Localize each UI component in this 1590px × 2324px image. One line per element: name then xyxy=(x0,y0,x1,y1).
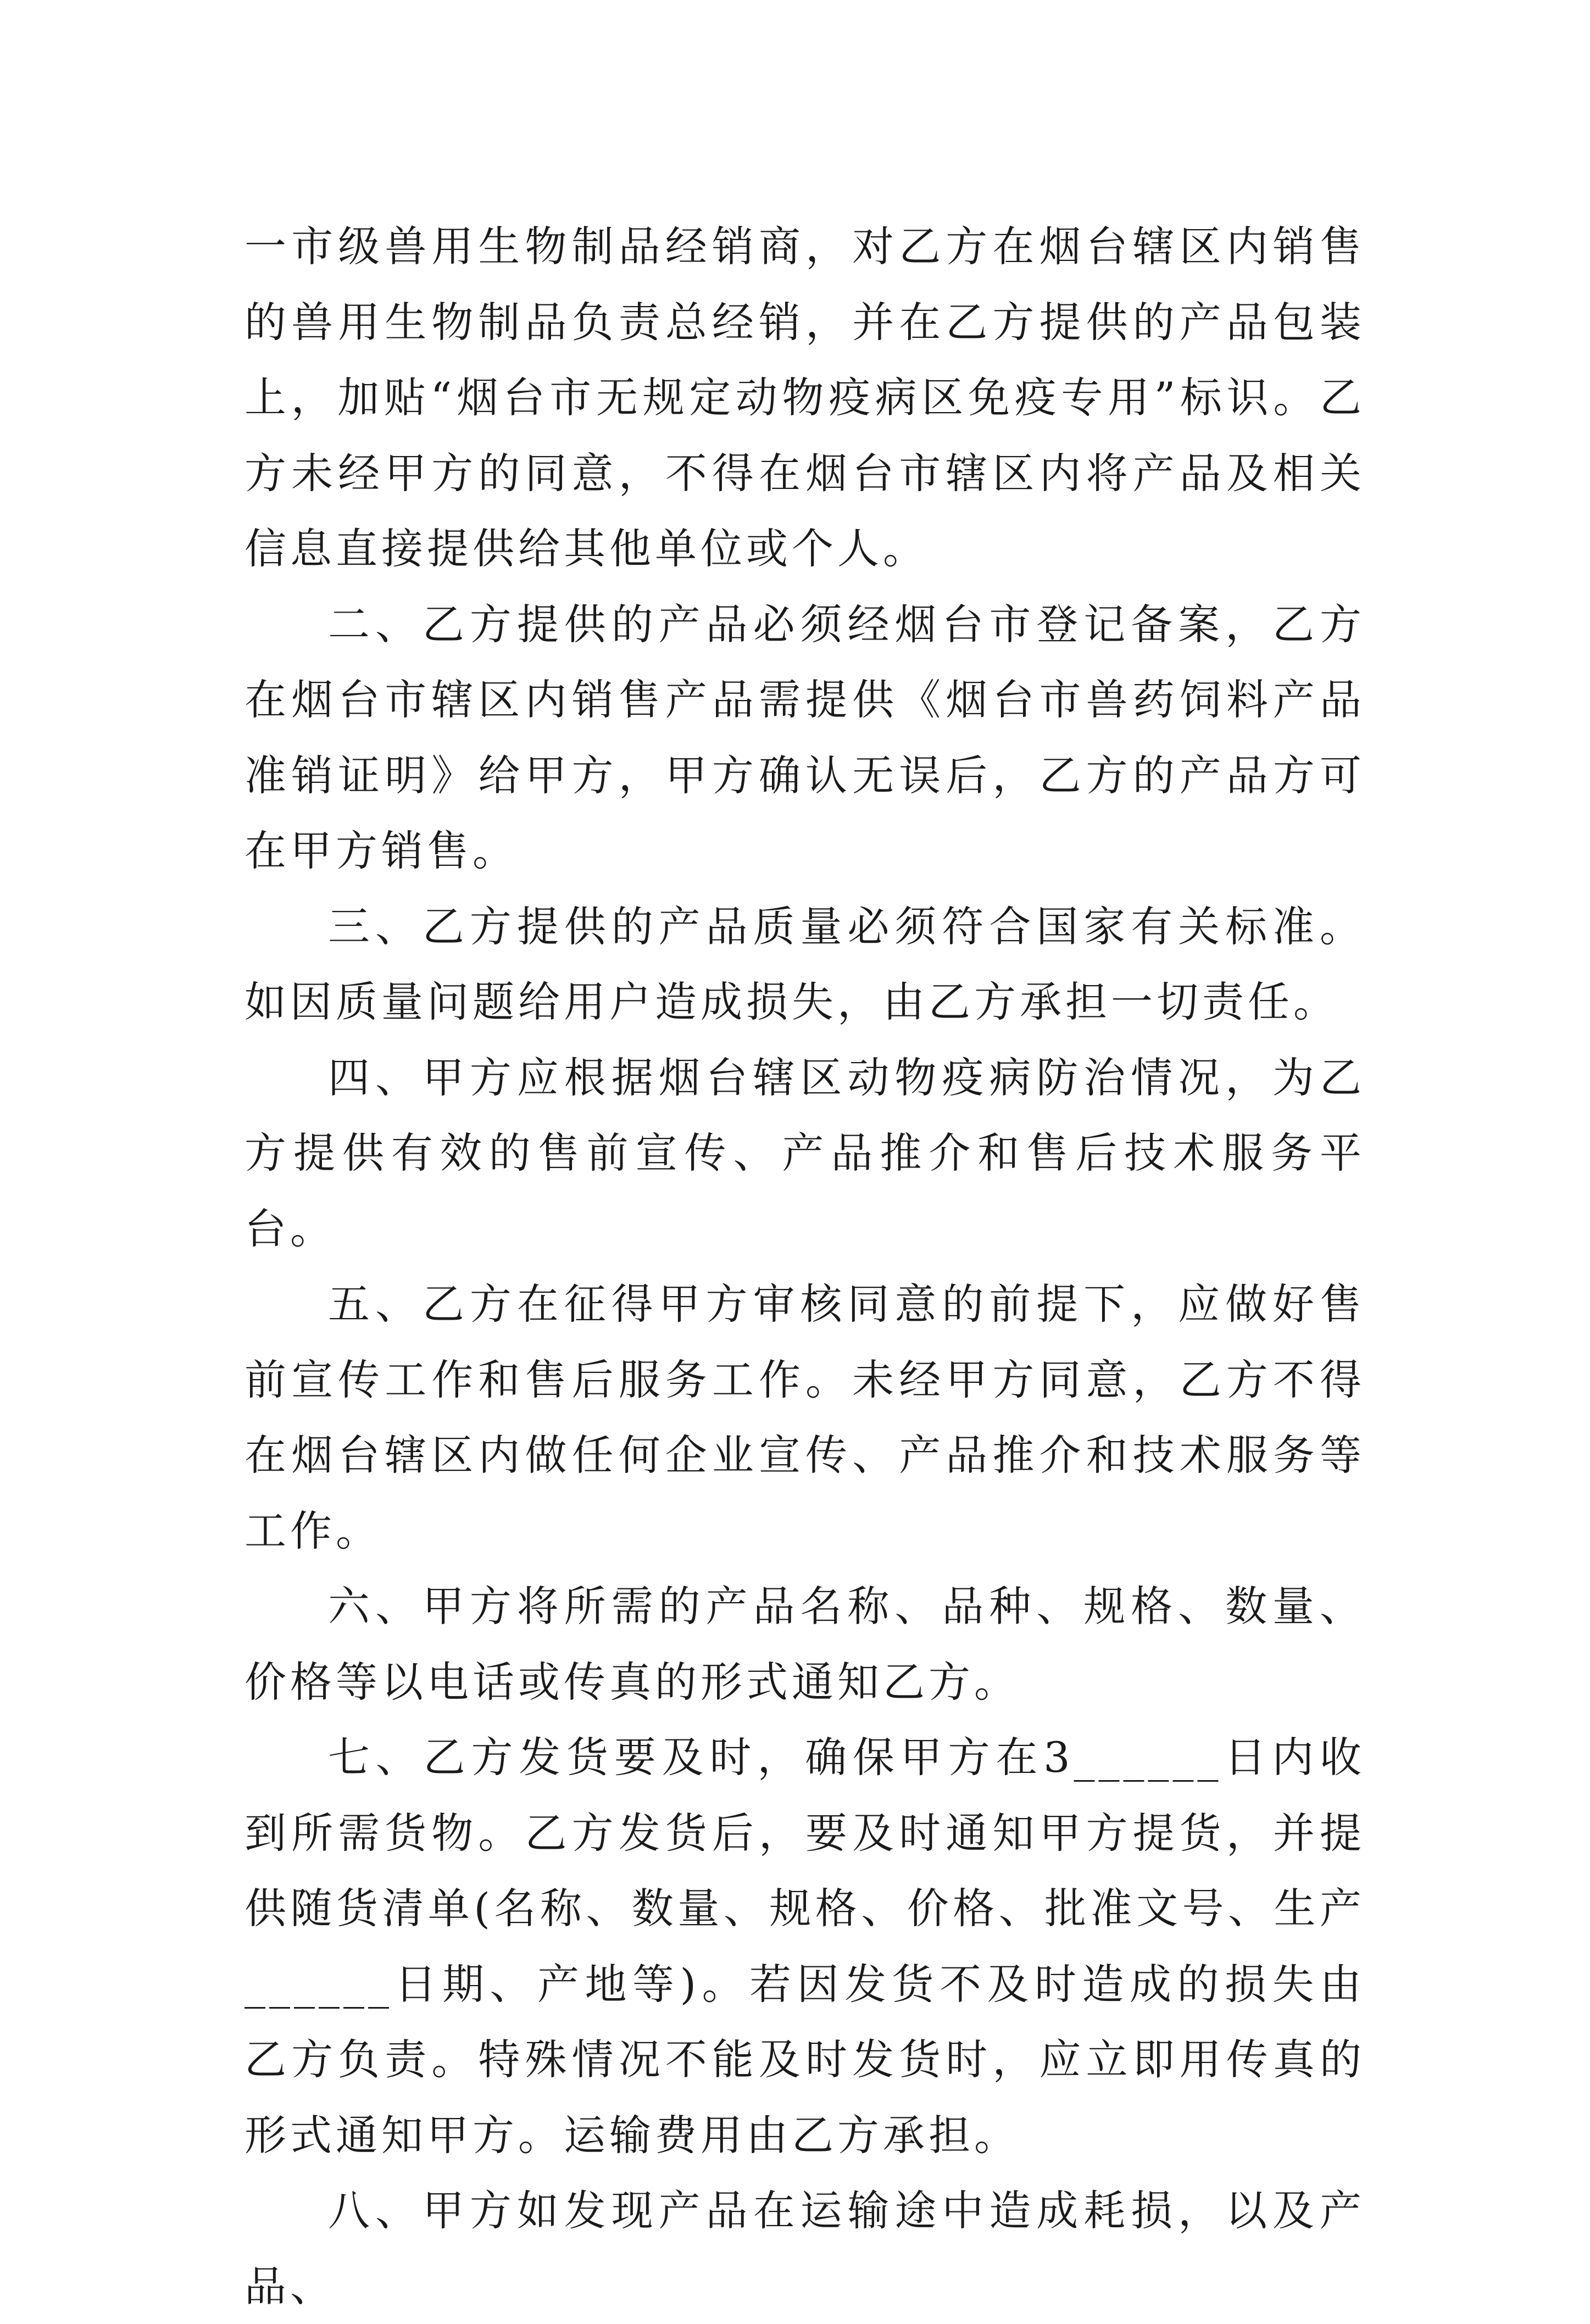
paragraph-clause-7: 七、乙方发货要及时，确保甲方在3______日内收到所需货物。乙方发货后，要及时通知甲方提货，并提供随货清单(名称、数量、规格、价格、批准文号、生产______日期、产地等)。若因发货不及时造成的损失由乙方负责。特殊情况不能及时发货时，应立即用传真的形式通知甲方。运输费用由乙方承担。 xyxy=(244,1733,1365,2160)
paragraph-clause-8: 八、甲方如发现产品在运输途中造成耗损，以及产品、 xyxy=(244,2186,1365,2311)
document-body xyxy=(244,209,1365,2324)
paragraph-clause-2: 二、乙方提供的产品必须经烟台市登记备案，乙方在烟台市辖区内销售产品需提供《烟台市兽药饲料产品准销证明》给甲方，甲方确认无误后，乙方的产品方可在甲方销售。 xyxy=(244,599,1365,875)
paragraph-continuation: 一市级兽用生物制品经销商，对乙方在烟台辖区内销售的兽用生物制品负责总经销，并在乙方提供的产品包装上，加贴“烟台市无规定动物疫病区免疫专用”标识。乙方未经甲方的同意，不得在烟台市辖区内将产品及相关信息直接提供给其他单位或个人。 xyxy=(244,222,1365,573)
paragraph-clause-6: 六、甲方将所需的产品名称、品种、规格、数量、价格等以电话或传真的形式通知乙方。 xyxy=(244,1582,1365,1706)
paragraph-clause-3: 三、乙方提供的产品质量必须符合国家有关标准。如因质量问题给用户造成损失，由乙方承担一切责任。 xyxy=(244,902,1365,1026)
paragraph-clause-4: 四、甲方应根据烟台辖区动物疫病防治情况，为乙方提供有效的售前宣传、产品推介和售后技术服务平台。 xyxy=(244,1053,1365,1253)
paragraph-clause-5: 五、乙方在征得甲方审核同意的前提下，应做好售前宣传工作和售后服务工作。未经甲方同意，乙方不得在烟台辖区内做任何企业宣传、产品推介和技术服务等工作。 xyxy=(244,1280,1365,1555)
